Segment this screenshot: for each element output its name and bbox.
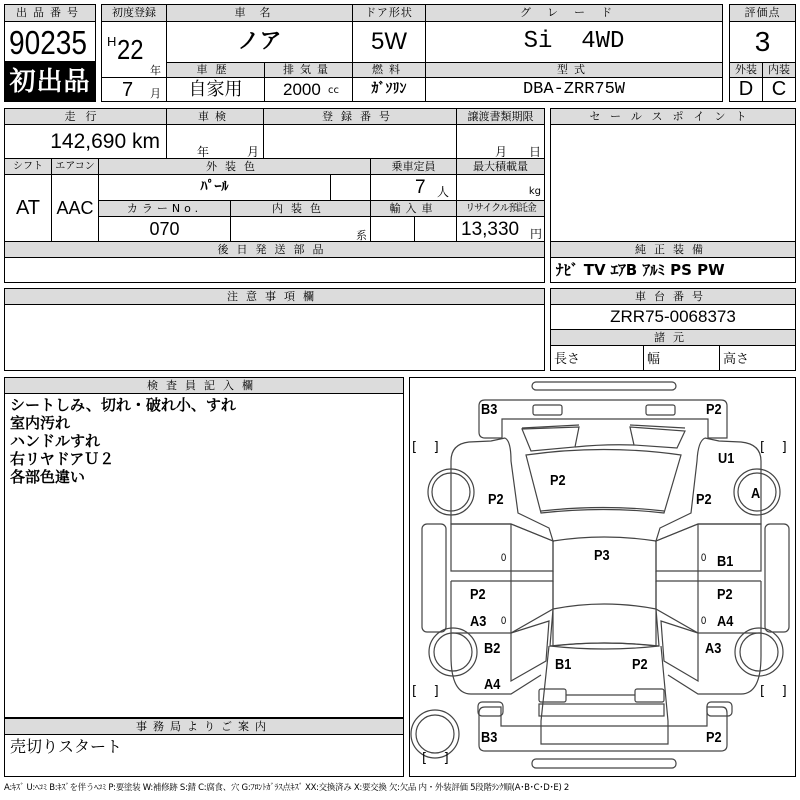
interior-score-header: 内装 (762, 62, 796, 78)
spec-height-label: 高さ (723, 352, 750, 367)
model-header: 型式 (425, 62, 723, 78)
car-name-header: 車名 (166, 4, 353, 22)
displacement (264, 77, 353, 102)
tire-bracket-front-right: [ ] (760, 440, 787, 455)
exterior-color-extra (330, 174, 371, 201)
chassis (550, 304, 796, 330)
label-rear-bumper-right: P2 (706, 729, 722, 746)
plate-header: 登録番号 (263, 108, 457, 125)
recycle-header: リサイクル預託金 (456, 200, 545, 217)
color-no-header: カラーNo. (98, 200, 231, 217)
color-no-value: 070 (149, 219, 180, 239)
max-load-unit: kg (528, 186, 541, 197)
registration-header: 初度登録 (101, 4, 167, 22)
interior-score-value: C (771, 78, 787, 100)
fuel (352, 77, 426, 102)
interior-score (762, 77, 796, 102)
label-left-rear-door-low: A3 (470, 613, 487, 630)
inspector-line: 各部色違い (10, 468, 86, 486)
exterior-score (729, 77, 763, 102)
label-hood: P2 (550, 472, 566, 489)
spec-width (643, 345, 720, 371)
model (425, 77, 723, 102)
fuel-value: ｶﾞｿﾘﾝ (371, 81, 407, 97)
registration-year (101, 21, 167, 78)
inspector-line: ハンドルすれ (10, 432, 101, 450)
displacement-value: 2000 (283, 80, 321, 99)
label-right-front-wheel: A (751, 485, 761, 502)
recycle (456, 216, 545, 242)
aircon-value: AAC (56, 198, 94, 218)
label-back-door-right: P2 (632, 656, 648, 673)
fuel-header: 燃料 (352, 62, 426, 78)
import-1 (370, 216, 415, 242)
history-header: 車歴 (166, 62, 265, 78)
inspector-line: 右リヤドアＵ２ (10, 450, 115, 468)
lot-number (4, 21, 96, 62)
tire-bracket-front-left: [ ] (412, 440, 439, 455)
label-left-quarter: B2 (484, 640, 501, 657)
displacement-header: 排気量 (264, 62, 353, 78)
shift-header: シフト (4, 158, 52, 175)
capacity (370, 174, 457, 201)
score-value: 3 (754, 26, 771, 57)
later-parts (4, 257, 545, 283)
shift-value: AT (15, 197, 41, 219)
displacement-unit: cc (328, 85, 339, 96)
damage-diagram (409, 377, 796, 777)
inspector-header: 検査員記入欄 (4, 377, 404, 394)
inspector-notes (4, 393, 404, 718)
label-left-front-door-mark: 0 (501, 552, 507, 564)
registration-year-unit: 年 (150, 64, 161, 77)
office-notice (4, 734, 404, 777)
chassis-header: 車台番号 (550, 288, 796, 305)
recycle-unit: 円 (530, 227, 543, 241)
chassis-value: ZRR75-0068373 (610, 307, 736, 326)
max-load-header: 最大積載量 (456, 158, 545, 175)
interior-color (230, 216, 371, 242)
later-parts-header: 後日発送部品 (4, 241, 545, 258)
label-roof: P3 (594, 547, 610, 564)
equipment (550, 257, 796, 283)
aircon-header: エアコン (51, 158, 99, 175)
model-value: DBA-ZRR75W (522, 80, 626, 99)
notes (4, 304, 545, 371)
registration-month-value: 7 (122, 79, 134, 101)
lot-number-header: 出品番号 (4, 4, 96, 22)
registration-year-value: 22 (117, 34, 144, 65)
registration-era: H (107, 34, 117, 49)
door-value: 5W (371, 28, 407, 55)
sales-point-header: セールスポイント (550, 108, 796, 125)
exterior-score-value: D (738, 78, 754, 100)
label-back-door-left: B1 (555, 656, 572, 673)
interior-color-header: 内装色 (230, 200, 371, 217)
car-name (166, 21, 353, 63)
label-left-rear-door: P2 (470, 586, 486, 603)
score (729, 21, 796, 63)
exterior-color-header: 外装色 (98, 158, 371, 175)
grade-header: グレード (425, 4, 723, 22)
registration-month (101, 77, 167, 102)
label-left-quarter-low: A4 (484, 676, 501, 693)
exterior-color (98, 174, 331, 201)
grade-value: Si 4WD (523, 28, 625, 55)
inspection-header: 車検 (166, 108, 264, 125)
mileage (4, 124, 167, 159)
sales-point (550, 124, 796, 242)
label-right-quarter: A3 (705, 640, 722, 657)
label-right-rear-door-low: A4 (717, 613, 734, 630)
label-right-front-door: B1 (717, 553, 734, 570)
notes-header: 注意事項欄 (4, 288, 545, 305)
capacity-value: 7 (415, 177, 426, 198)
first-listing-badge (4, 62, 96, 102)
label-right-rear-door: P2 (717, 586, 733, 603)
spec-height (719, 345, 796, 371)
spec-length-label: 長さ (554, 352, 581, 367)
transfer-deadline (456, 124, 545, 159)
capacity-unit: 人 (437, 185, 450, 199)
inspection-month-unit: 月 (247, 145, 260, 159)
label-left-rear-door-mark: 0 (501, 615, 507, 627)
import-header: 輸入車 (370, 200, 457, 217)
score-header: 評価点 (729, 4, 796, 22)
inspection (166, 124, 264, 159)
office-notice-value: 売切りスタート (10, 737, 123, 756)
history-value: 自家用 (188, 79, 243, 100)
aircon (51, 174, 99, 242)
door-header: ドア形状 (352, 4, 426, 22)
transfer-deadline-header: 譲渡書類期限 (456, 108, 545, 125)
mileage-value: 142,690 km (50, 130, 160, 153)
mileage-header: 走行 (4, 108, 167, 125)
first-listing-badge-text: 初出品 (9, 67, 91, 97)
exterior-score-header: 外装 (729, 62, 763, 78)
label-right-rear-door-mark: 0 (701, 615, 707, 627)
capacity-header: 乗車定員 (370, 158, 457, 175)
equipment-header: 純正装備 (550, 241, 796, 258)
transfer-day-unit: 日 (529, 145, 542, 159)
tire-bracket-rear-left: [ ] (412, 684, 439, 699)
inspection-year-unit: 年 (197, 145, 210, 159)
inspector-line: 室内汚れ (10, 414, 71, 432)
color-no (98, 216, 231, 242)
spec-width-label: 幅 (647, 352, 661, 367)
label-rear-bumper-left: B3 (481, 729, 498, 746)
label-right-front-fender: P2 (696, 491, 712, 508)
shift (4, 174, 52, 242)
lot-number-value: 90235 (9, 24, 88, 61)
exterior-color-value: ﾊﾟｰﾙ (200, 179, 229, 195)
label-right-front-door-mark: 0 (701, 552, 707, 564)
label-right-front-fender-top: U1 (718, 450, 735, 467)
tire-bracket-spare: [ ] (422, 751, 449, 766)
label-left-front-fender: P2 (488, 491, 504, 508)
inspector-line: シートしみ、切れ・破れ小、すれ (10, 396, 236, 414)
office-header: 事務局よりご案内 (4, 718, 404, 735)
grade (425, 21, 723, 63)
label-front-bumper-left: B3 (481, 401, 498, 418)
door (352, 21, 426, 63)
car-outline-icon (410, 378, 795, 776)
recycle-value: 13,330 (461, 219, 520, 240)
max-load (456, 174, 545, 201)
legend: A:ｷｽﾞ U:ﾍｺﾐ B:ｷｽﾞを伴うﾍｺﾐ P:要塗装 W:補修跡 S:錆 C:腐食、穴 G:ﾌﾛﾝﾄｶﾞﾗｽ点ｷｽﾞ XX:交換済み X:要交換 欠:欠品 内・外装評価 5段階ﾗﾝｸ順(A･B･C･D･E) 2 (4, 783, 570, 793)
plate (263, 124, 457, 159)
specs-header: 諸元 (550, 329, 796, 346)
import-2 (414, 216, 457, 242)
spec-length (550, 345, 644, 371)
car-name-value: ノア (237, 29, 282, 54)
interior-color-unit: 系 (356, 229, 367, 242)
registration-month-unit: 月 (150, 87, 161, 100)
equipment-value: ﾅﾋﾞ TV ｴｱB ｱﾙﾐ PS PW (556, 261, 725, 279)
history (166, 77, 265, 102)
transfer-month-unit: 月 (495, 145, 508, 159)
tire-bracket-rear-right: [ ] (760, 684, 787, 699)
label-front-bumper-right: P2 (706, 401, 722, 418)
